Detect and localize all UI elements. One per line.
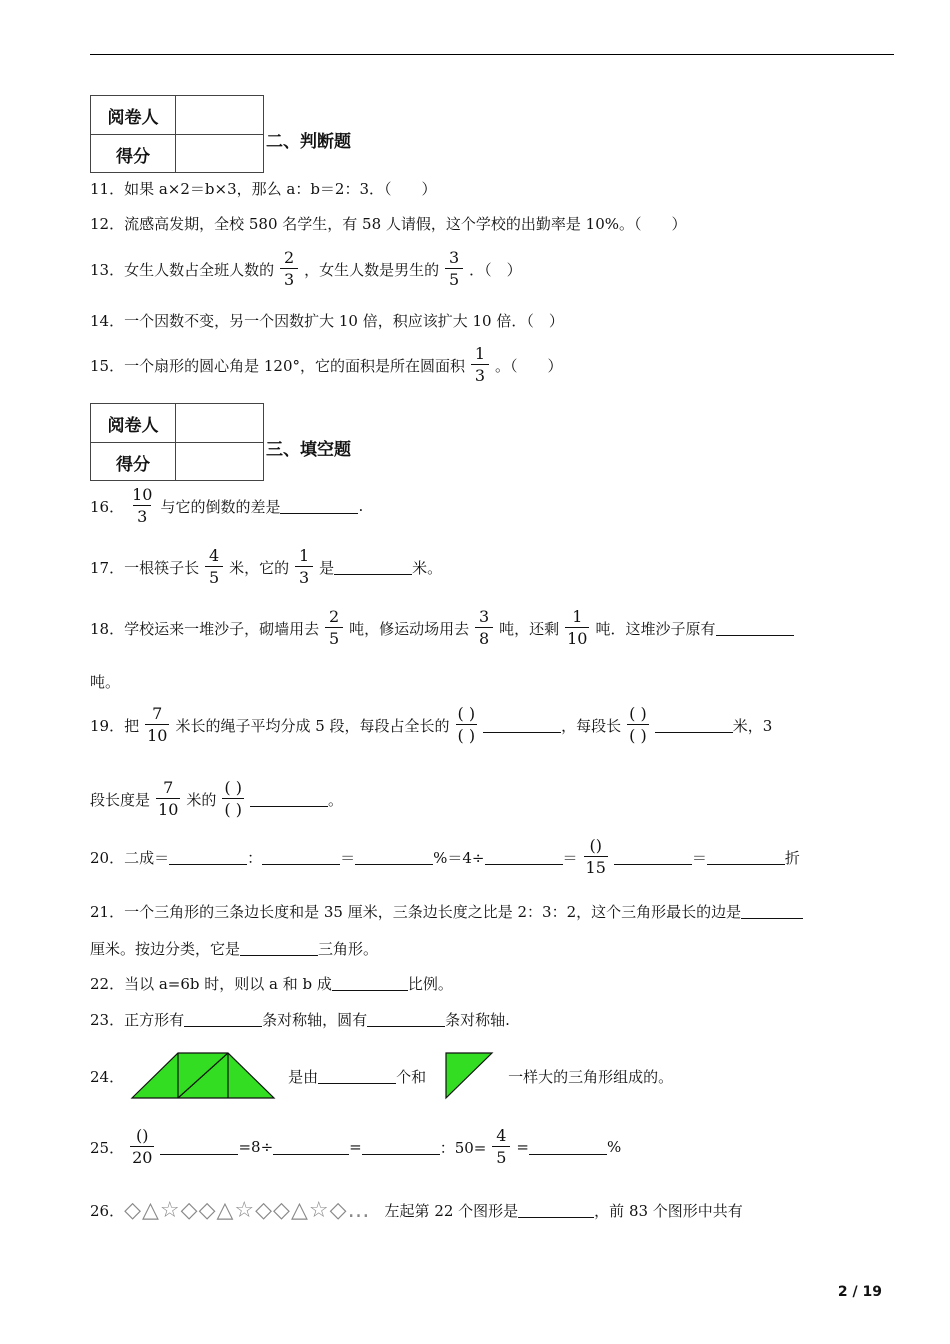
q21-text: 三角形。 — [318, 940, 379, 958]
answer-blank[interactable] — [160, 1140, 238, 1155]
fraction: $\frac{1}{10}$ — [567, 607, 588, 648]
q13-text: ，女生人数是男生的 — [304, 260, 440, 279]
section-title: 三、填空题 — [266, 440, 351, 460]
fraction: $\frac{3}{5}$ — [445, 250, 463, 288]
fraction: $\frac{10}{3}$ — [132, 485, 153, 526]
q24-text: 24． — [90, 1067, 125, 1086]
q26-text: ，前 83 个图形中共有 — [594, 1202, 743, 1220]
answer-blank[interactable] — [250, 792, 328, 807]
reviewer-label: 阅卷人 — [91, 404, 176, 442]
q13-text: 13．女生人数占全班人数的 — [90, 260, 275, 279]
question-15 — [90, 346, 563, 384]
score-value[interactable] — [176, 443, 263, 481]
answer-blank[interactable] — [184, 1012, 262, 1027]
reviewer-label: 阅卷人 — [91, 96, 176, 134]
answer-blank[interactable] — [262, 850, 340, 865]
q24-text: 一样大的三角形组成的。 — [508, 1067, 674, 1086]
q24-text: 是由 — [288, 1067, 319, 1086]
q20-text: ＝ — [691, 848, 707, 867]
fraction-blank[interactable]: $\frac{()}{20}$ — [132, 1126, 153, 1167]
section-title: 二、判断题 — [266, 132, 351, 152]
q16-text: 16． — [90, 497, 125, 516]
q21-text: 21．一个三角形的三条边长度和是 35 厘米，三条边长度之比是 2：3：2，这个三角形最长的边是 — [90, 903, 742, 921]
answer-blank[interactable] — [483, 718, 561, 733]
q25-text: % — [606, 1138, 622, 1156]
score-label: 得分 — [91, 135, 176, 173]
question-24 — [90, 1050, 673, 1102]
q25-text: 25． — [90, 1138, 125, 1157]
answer-blank[interactable] — [362, 1140, 440, 1155]
answer-blank[interactable] — [318, 1069, 396, 1084]
answer-blank[interactable] — [707, 850, 785, 865]
question-19-line2 — [90, 780, 343, 818]
question-26 — [90, 1198, 743, 1223]
reviewer-value[interactable] — [176, 96, 263, 134]
fraction: $\frac{7}{10}$ — [158, 778, 179, 819]
answer-blank[interactable] — [240, 941, 318, 956]
q19-text: 米的 — [186, 790, 217, 809]
triangle-figure — [444, 1051, 496, 1101]
q21-text: 厘米。按边分类，它是 — [90, 940, 241, 958]
q18-text: 吨，修运动场用去 — [349, 619, 470, 638]
question-16 — [90, 487, 363, 525]
q19-text: 。 — [327, 790, 343, 809]
answer-blank[interactable] — [614, 850, 692, 865]
q16-text: . — [358, 497, 364, 515]
q19-text: 19．把 — [90, 716, 140, 735]
fraction: $\frac{1}{3}$ — [295, 548, 313, 586]
q19-text: 段长度是 — [90, 790, 151, 809]
fraction: $\frac{4}{5}$ — [205, 548, 223, 586]
answer-blank[interactable] — [280, 499, 358, 514]
q13-text: ．（ ） — [469, 260, 522, 279]
q17-text: 17．一根筷子长 — [90, 558, 200, 577]
reviewer-value[interactable] — [176, 404, 263, 442]
answer-blank[interactable] — [169, 850, 247, 865]
answer-blank[interactable] — [741, 904, 803, 919]
q15-text: 。（ ） — [495, 356, 563, 375]
q23-text: 条对称轴，圆有 — [262, 1011, 368, 1029]
question-21-line2 — [90, 938, 378, 959]
answer-blank[interactable] — [367, 1012, 445, 1027]
score-value[interactable] — [176, 135, 263, 173]
question-23 — [90, 1009, 510, 1030]
question-18 — [90, 609, 794, 647]
q17-text: 米。 — [412, 558, 443, 577]
q25-text: = — [349, 1138, 362, 1156]
q17-text: 米，它的 — [229, 558, 290, 577]
question-14: 14．一个因数不变，另一个因数扩大 10 倍，积应该扩大 10 倍．（ ） — [90, 312, 564, 330]
question-12: 12．流感高发期，全校 580 名学生，有 58 人请假，这个学校的出勤率是 10%。（ ） — [90, 215, 687, 233]
fraction: $\frac{4}{5}$ — [492, 1128, 510, 1166]
fraction-blank[interactable]: $\frac{( )}{( )}$ — [457, 704, 476, 745]
q26-text: 左起第 22 个图形是 — [384, 1202, 519, 1220]
q20-text: ＝ — [562, 848, 578, 867]
page-number: 2 / 19 — [837, 1284, 882, 1300]
q20-text: ： — [247, 848, 263, 867]
answer-blank[interactable] — [485, 850, 563, 865]
q22-text: 22．当以 a=6b 时，则以 a 和 b 成 — [90, 975, 332, 993]
q17-text: 是 — [319, 558, 335, 577]
answer-blank[interactable] — [273, 1140, 349, 1155]
answer-blank[interactable] — [334, 560, 412, 575]
q19-text: 米，3 — [732, 716, 773, 735]
header-rule — [90, 54, 894, 55]
fraction: $\frac{2}{5}$ — [325, 609, 343, 647]
score-box — [90, 403, 264, 481]
fraction: $\frac{1}{3}$ — [471, 346, 489, 384]
answer-blank[interactable] — [355, 850, 433, 865]
q20-text: ＝ — [340, 848, 356, 867]
score-box — [90, 95, 264, 173]
fraction-blank[interactable]: $\frac{( )}{( )}$ — [629, 704, 647, 745]
q19-text: ，每段长 — [561, 716, 622, 735]
question-20 — [90, 838, 800, 876]
q18-text: 吨．这堆沙子原有 — [595, 619, 716, 638]
q18-text: 18．学校运来一堆沙子，砌墙用去 — [90, 619, 320, 638]
score-label: 得分 — [91, 443, 176, 481]
fraction: $\frac{2}{3}$ — [280, 250, 298, 288]
answer-blank[interactable] — [332, 976, 408, 991]
fraction: $\frac{3}{8}$ — [475, 609, 493, 647]
q20-text: %＝4÷ — [433, 848, 485, 867]
q25-text: ：50= — [439, 1138, 487, 1157]
q16-text: 与它的倒数的差是 — [160, 497, 281, 516]
fraction: $\frac{7}{10}$ — [147, 704, 168, 745]
q26-text: 26． — [90, 1202, 125, 1220]
fraction-blank[interactable]: $\frac{()}{15}$ — [585, 836, 606, 877]
q25-text: = — [516, 1138, 529, 1156]
q19-text: 米长的绳子平均分成 5 段，每段占全长的 — [175, 716, 450, 735]
question-22 — [90, 973, 453, 994]
q20-text: 20．二成＝ — [90, 848, 170, 867]
fraction-blank[interactable]: $\frac{( )}{( )}$ — [224, 778, 242, 819]
question-17 — [90, 548, 442, 586]
q22-text: 比例。 — [407, 975, 453, 993]
question-25 — [90, 1128, 621, 1166]
q20-text: 折 — [784, 848, 800, 867]
q24-text: 个和 — [396, 1067, 427, 1086]
answer-blank[interactable] — [716, 621, 794, 636]
answer-blank[interactable] — [655, 718, 733, 733]
question-19 — [90, 706, 772, 744]
q25-text: =8÷ — [238, 1138, 274, 1156]
q23-text: 23．正方形有 — [90, 1011, 185, 1029]
q15-text: 15．一个扇形的圆心角是 120°，它的面积是所在圆面积 — [90, 356, 465, 375]
question-11: 11．如果 a×2＝b×3，那么 a：b＝2：3．（ ） — [90, 180, 437, 198]
shape-sequence: ◇△☆◇◇△☆◇◇△☆◇… — [124, 1198, 371, 1223]
trapezoid-figure — [130, 1050, 280, 1102]
question-21 — [90, 901, 803, 922]
q23-text: 条对称轴. — [445, 1011, 510, 1029]
question-18-line2: 吨。 — [90, 673, 121, 691]
question-13 — [90, 250, 522, 288]
answer-blank[interactable] — [529, 1140, 607, 1155]
answer-blank[interactable] — [518, 1203, 594, 1218]
q18-text: 吨，还剩 — [499, 619, 560, 638]
